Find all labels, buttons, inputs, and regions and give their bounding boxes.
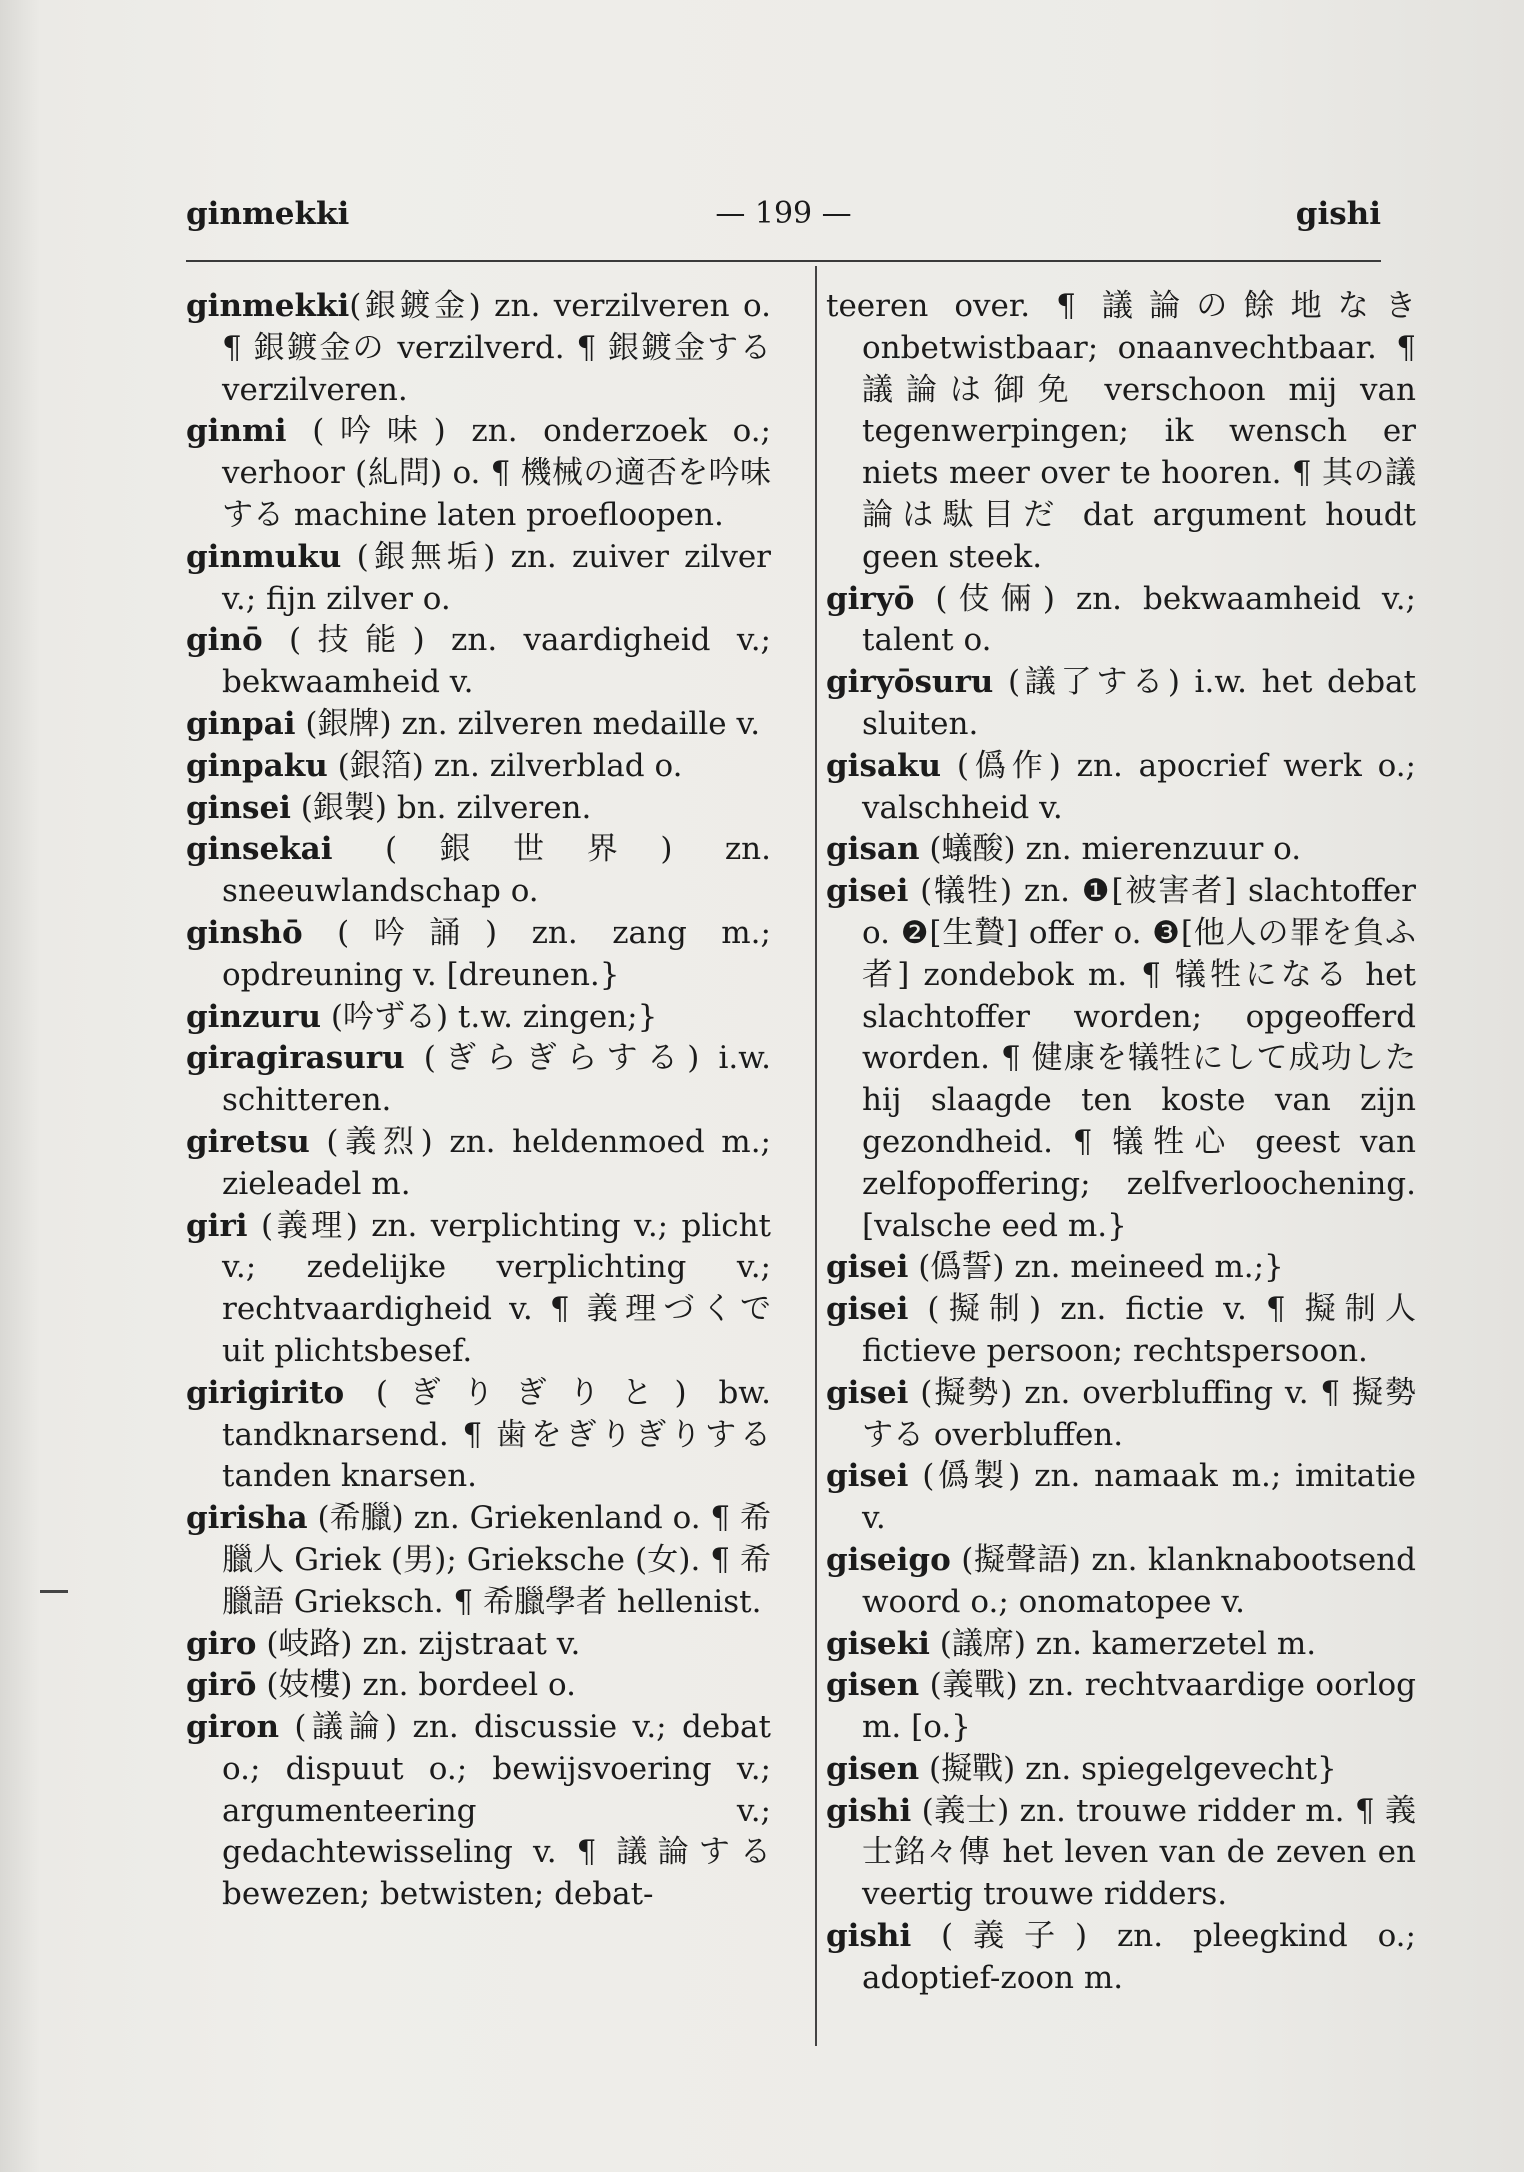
- entry-definition: zn. trouwe ridder m. ¶ 義士銘々傳 het leven van de zeven en veertig trouwe ridders.: [862, 1792, 1416, 1913]
- entry-kanji: (銀無垢): [341, 538, 511, 575]
- entry-headword: ginpai: [186, 705, 296, 742]
- dictionary-entry: [826, 1916, 1416, 2000]
- dictionary-entry: [186, 788, 771, 830]
- dictionary-entry: [826, 286, 1416, 579]
- entry-kanji: (銀箔): [327, 747, 434, 784]
- entry-kanji: (希臘): [307, 1500, 414, 1537]
- entry-definition: zn. rechtvaardige oorlog m. [o.}: [862, 1667, 1416, 1746]
- entry-definition: bw. tandknarsend. ¶ 歯をぎりぎりする tanden knarsen.: [222, 1374, 771, 1495]
- entry-headword: gishi: [826, 1918, 912, 1955]
- entry-definition: teeren over. ¶ 議論の餘地なき onbetwistbaar; onaanvechtbaar. ¶ 議論は御免 verschoon mij van tegenwerpingen; ik wensch er niets meer over te hooren. ¶ 其の議論は駄目だ dat argument houdt geen steek.: [826, 288, 1416, 575]
- entry-headword: ginshō: [186, 914, 303, 951]
- entry-headword: giro: [186, 1625, 257, 1662]
- entry-kanji: (吟ずる): [321, 998, 458, 1035]
- entry-definition: zn. overbluffing v. ¶ 擬勢する overbluffen.: [862, 1374, 1416, 1453]
- entry-kanji: (擬制): [908, 1291, 1061, 1328]
- entry-headword: gisaku: [826, 747, 942, 784]
- dictionary-entry: [186, 1707, 771, 1916]
- entry-kanji: (岐路): [256, 1625, 363, 1662]
- dictionary-entry: [826, 1373, 1416, 1457]
- entry-definition: zn. sneeuwlandschap o.: [222, 831, 771, 910]
- entry-definition: zn. meineed m.;}: [1014, 1249, 1284, 1286]
- entry-headword: girisha: [186, 1500, 308, 1537]
- dictionary-entry: [826, 1456, 1416, 1540]
- dictionary-entry: [826, 1791, 1416, 1916]
- entry-kanji: (擬聲語): [950, 1541, 1092, 1578]
- entry-headword: gisei: [826, 1249, 909, 1286]
- page-number: — 199 —: [715, 196, 852, 231]
- entry-kanji: (銀牌): [295, 705, 402, 742]
- entry-definition: zn. bekwaamheid v.; talent o.: [862, 580, 1416, 659]
- entry-kanji: (擬勢): [908, 1374, 1025, 1411]
- entry-definition: zn. namaak m.; imitatie v.: [862, 1458, 1416, 1537]
- entry-kanji: (議論): [279, 1709, 413, 1746]
- right-column: [826, 286, 1416, 2000]
- header-rule: [186, 260, 1381, 262]
- entry-kanji: (伎倆): [914, 580, 1076, 617]
- entry-definition: zn. kamerzetel m.: [1035, 1625, 1317, 1662]
- dictionary-entry: [826, 1540, 1416, 1624]
- dictionary-entry: [186, 1498, 771, 1623]
- entry-definition: zn. zang m.; opdreuning v. [dreunen.}: [222, 914, 771, 993]
- page-header: [186, 196, 1381, 248]
- dictionary-entry: [826, 1749, 1416, 1791]
- dictionary-entry: [826, 746, 1416, 830]
- entry-definition: zn. discussie v.; debat o.; dispuut o.; bewijsvoering v.; argumenteering v.; gedachtewisseling v. ¶ 議論する bewezen; betwisten; debat-: [222, 1709, 771, 1913]
- entry-headword: ginmekki: [186, 288, 350, 324]
- entry-headword: giseki: [826, 1625, 930, 1662]
- header-left-headword: ginmekki: [186, 196, 350, 232]
- dictionary-entry: [186, 1206, 771, 1373]
- entry-definition: t.w. zingen;}: [457, 998, 658, 1035]
- entry-kanji: (義戰): [919, 1667, 1029, 1704]
- entry-kanji: (僞誓): [908, 1249, 1015, 1286]
- entry-definition: i.w. het debat sluiten.: [862, 664, 1416, 742]
- dictionary-entry: [826, 1289, 1416, 1373]
- dictionary-entry: [186, 537, 771, 621]
- entry-kanji: (吟味): [286, 413, 472, 450]
- dictionary-entry: [186, 829, 771, 913]
- entry-kanji: (義士): [911, 1792, 1020, 1829]
- entry-headword: gisan: [826, 831, 920, 868]
- entry-headword: gisei: [826, 1374, 909, 1411]
- entry-headword: girigirito: [186, 1374, 345, 1411]
- dictionary-entry: [826, 1247, 1416, 1289]
- entry-definition: zn. mierenzuur o.: [1025, 831, 1302, 868]
- entry-headword: ginō: [186, 622, 263, 659]
- entry-kanji: (ぎりぎりと): [344, 1374, 719, 1411]
- entry-headword: ginsekai: [186, 831, 333, 868]
- dictionary-entry: [186, 1122, 771, 1206]
- entry-definition: zn. zilverblad o.: [433, 747, 683, 784]
- entry-headword: giragirasuru: [186, 1040, 405, 1077]
- entry-kanji: (義烈): [309, 1123, 450, 1160]
- entry-definition: zn. bordeel o.: [362, 1667, 576, 1704]
- left-column: [186, 286, 771, 1916]
- dictionary-entry: [826, 1665, 1416, 1749]
- dictionary-entry: [186, 620, 771, 704]
- entry-headword: gisei: [826, 873, 909, 910]
- entry-kanji: (僞製): [908, 1458, 1035, 1495]
- entry-kanji: (蟻酸): [919, 831, 1026, 868]
- entry-headword: gisei: [826, 1458, 909, 1495]
- entry-kanji: (吟誦): [302, 914, 532, 951]
- dictionary-entry: [826, 871, 1416, 1247]
- dictionary-entry: [186, 1624, 771, 1666]
- entry-definition: zn. spiegelgevecht}: [1025, 1750, 1337, 1787]
- entry-definition: zn. verzilveren o. ¶ 銀鍍金の verzilverd. ¶ 銀鍍金する verzilveren.: [222, 288, 771, 408]
- entry-definition: zn. zilveren medaille v.: [401, 705, 761, 742]
- entry-headword: gishi: [826, 1792, 912, 1829]
- entry-headword: giryō: [826, 580, 915, 617]
- entry-headword: giri: [186, 1207, 248, 1244]
- entry-definition: zn. onderzoek o.; verhoor (糺問) o. ¶ 機械の適否を吟味する machine laten proefloopen.: [222, 413, 771, 533]
- entry-kanji: (義子): [911, 1918, 1117, 1955]
- entry-definition: zn. Griekenland o. ¶ 希臘人 Griek (男); Grieksche (女). ¶ 希臘語 Grieksch. ¶ 希臘學者 hellenist.: [222, 1500, 771, 1620]
- dictionary-entry: [186, 1038, 771, 1122]
- entry-definition: zn. verplichting v.; plicht v.; zedelijke verplichting v.; rechtvaardigheid v. ¶ 義理づくで uit plichtsbesef.: [222, 1207, 771, 1369]
- entry-definition: zn. apocrief werk o.; valschheid v.: [862, 747, 1416, 826]
- entry-kanji: (銀鍍金): [349, 288, 481, 324]
- dictionary-entry: [826, 579, 1416, 663]
- dictionary-entry: [186, 704, 771, 746]
- dictionary-entry: [186, 997, 771, 1039]
- entry-definition: zn. ❶[被害者] slachtoffer o. ❷[生贄] offer o. ❸[他人の罪を負ふ者] zondebok m. ¶ 犠牲になる het slachtoffer worden; opgeofferd worden. ¶ 健康を犠牲にして成功した hij slaagde ten koste van zijn gezondheid. ¶ 犠牲心 geest van zelfopoffering; zelfverloochening. [valsche eed m.}: [862, 873, 1417, 1244]
- entry-definition: zn. vaardigheid v.; bekwaamheid v.: [222, 622, 771, 701]
- dictionary-entry: [186, 913, 771, 997]
- entry-kanji: (ぎらぎらする): [404, 1040, 719, 1077]
- entry-headword: gisen: [826, 1750, 920, 1787]
- entry-kanji: (銀世界): [332, 831, 725, 868]
- dictionary-entry: [826, 1624, 1416, 1666]
- entry-kanji: (銀製): [290, 789, 397, 826]
- dictionary-entry: [186, 1373, 771, 1498]
- binding-mark: [40, 1590, 68, 1593]
- entry-definition: zn. fictie v. ¶ 擬制人 fictieve persoon; rechtspersoon.: [862, 1291, 1416, 1369]
- entry-definition: zn. pleegkind o.; adoptief-zoon m.: [862, 1918, 1416, 1996]
- entry-headword: girō: [186, 1667, 257, 1704]
- dictionary-entry: [186, 286, 771, 411]
- entry-headword: giryōsuru: [826, 664, 994, 701]
- entry-kanji: (擬戰): [919, 1750, 1026, 1787]
- entry-definition: zn. zuiver zilver v.; fijn zilver o.: [222, 538, 771, 617]
- entry-headword: ginpaku: [186, 747, 328, 784]
- entry-headword: ginzuru: [186, 998, 322, 1035]
- entry-definition: bn. zilveren.: [396, 789, 592, 826]
- header-right-headword: gishi: [1295, 196, 1381, 232]
- entry-definition: zn. zijstraat v.: [362, 1625, 581, 1662]
- dictionary-entry: [186, 1665, 771, 1707]
- entry-kanji: (僞作): [941, 747, 1077, 784]
- entry-kanji: (犠牲): [908, 873, 1024, 910]
- entry-headword: giseigo: [826, 1541, 951, 1578]
- entry-headword: gisei: [826, 1291, 909, 1328]
- entry-headword: ginmi: [186, 413, 287, 450]
- entry-headword: giretsu: [186, 1123, 310, 1160]
- entry-kanji: (議席): [929, 1625, 1036, 1662]
- entry-kanji: (義理): [247, 1207, 372, 1244]
- entry-kanji: (技能): [262, 622, 452, 659]
- entry-definition: i.w. schitteren.: [222, 1040, 771, 1119]
- entry-kanji: (妓樓): [256, 1667, 363, 1704]
- entry-kanji: (議了する): [993, 664, 1195, 701]
- dictionary-entry: [186, 411, 771, 536]
- entry-headword: gisen: [826, 1667, 920, 1704]
- column-divider: [815, 266, 817, 2046]
- entry-headword: ginmuku: [186, 538, 342, 575]
- entry-headword: giron: [186, 1709, 279, 1746]
- dictionary-entry: [826, 662, 1416, 746]
- dictionary-entry: [186, 746, 771, 788]
- dictionary-entry: [826, 829, 1416, 871]
- entry-definition: zn. klanknabootsend woord o.; onomatopee v.: [862, 1541, 1416, 1620]
- entry-headword: ginsei: [186, 789, 291, 826]
- entry-definition: zn. heldenmoed m.; zieleadel m.: [222, 1123, 771, 1202]
